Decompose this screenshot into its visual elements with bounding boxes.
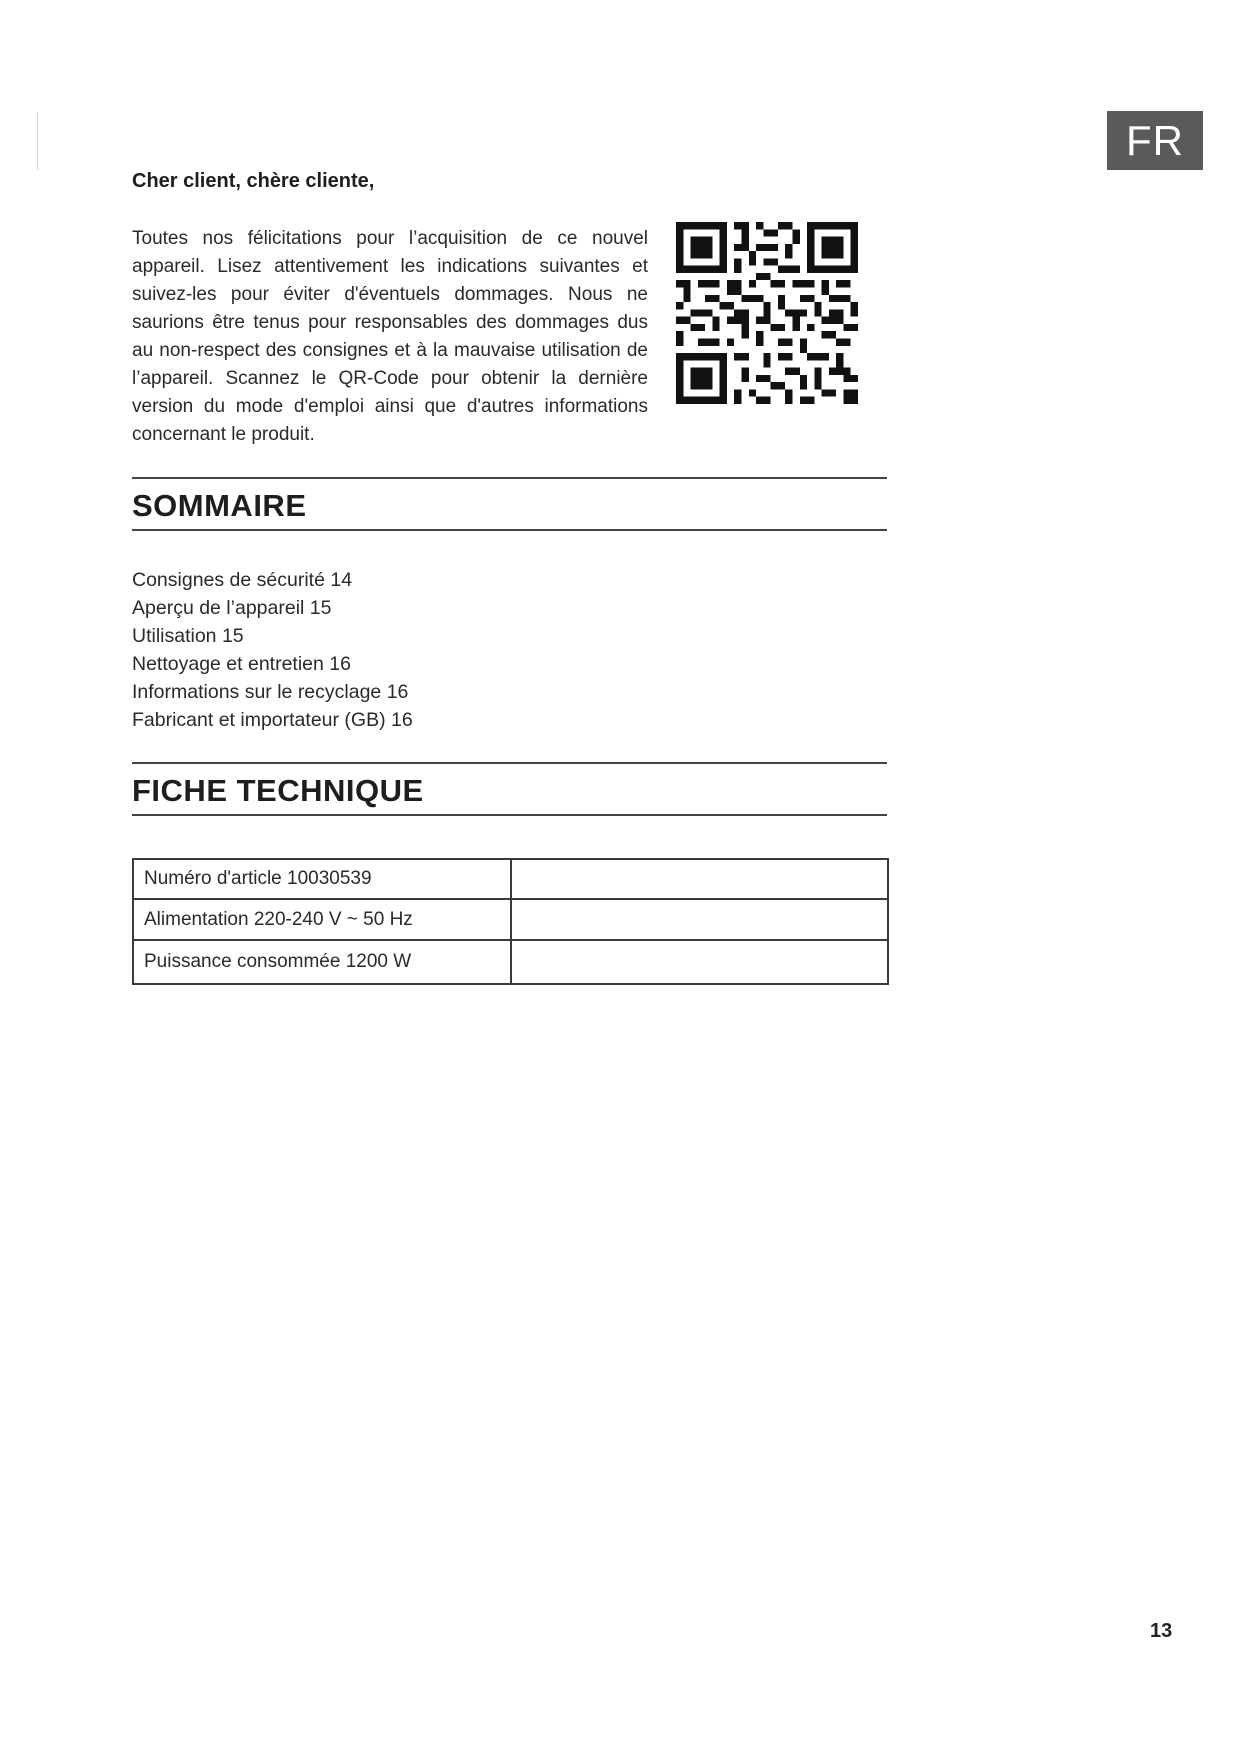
spec-label: Alimentation 220-240 V ~ 50 Hz (133, 899, 511, 940)
summary-item[interactable]: Utilisation 15 (132, 625, 244, 647)
language-tab: FR (1107, 111, 1203, 170)
summary-rule-bottom (132, 529, 887, 531)
summary-rule-top (132, 477, 887, 479)
spec-value (511, 940, 889, 984)
spec-value (511, 899, 889, 940)
qr-code[interactable] (676, 222, 858, 404)
margin-rule (37, 112, 38, 170)
spec-label: Numéro d'article 10030539 (133, 859, 511, 899)
tech-rule-top (132, 762, 887, 764)
page-number: 13 (1150, 1620, 1173, 1642)
table-row (133, 859, 888, 899)
tech-title: FICHE TECHNIQUE (132, 773, 424, 808)
summary-item[interactable]: Nettoyage et entretien 16 (132, 653, 351, 675)
greeting: Cher client, chère cliente, (132, 170, 375, 192)
intro-paragraph: Toutes nos félicitations pour l’acquisition de ce nouvel appareil. Lisez attentivement les indications suivantes et suivez-les pour éviter d'éventuels dommages. Nous ne saurions être tenus pour responsables des dommages dus au non-respect des consignes et à la mauvaise utilisation de l’appareil. Scannez le QR-Code pour obtenir la dernière version du mode d'emploi ainsi que d'autres informations concernant le produit. (132, 228, 648, 445)
summary-item[interactable]: Aperçu de l’appareil 15 (132, 597, 332, 619)
summary-title: SOMMAIRE (132, 488, 307, 523)
summary-list (132, 566, 413, 734)
summary-item[interactable]: Fabricant et importateur (GB) 16 (132, 709, 413, 731)
summary-item[interactable]: Informations sur le recyclage 16 (132, 681, 409, 703)
spec-label: Puissance consommée 1200 W (133, 940, 511, 984)
summary-item[interactable]: Consignes de sécurité 14 (132, 569, 353, 591)
table-row (133, 899, 888, 940)
spec-value (511, 859, 889, 899)
table-row (133, 940, 888, 984)
tech-rule-bottom (132, 814, 887, 816)
spec-table (132, 858, 889, 985)
